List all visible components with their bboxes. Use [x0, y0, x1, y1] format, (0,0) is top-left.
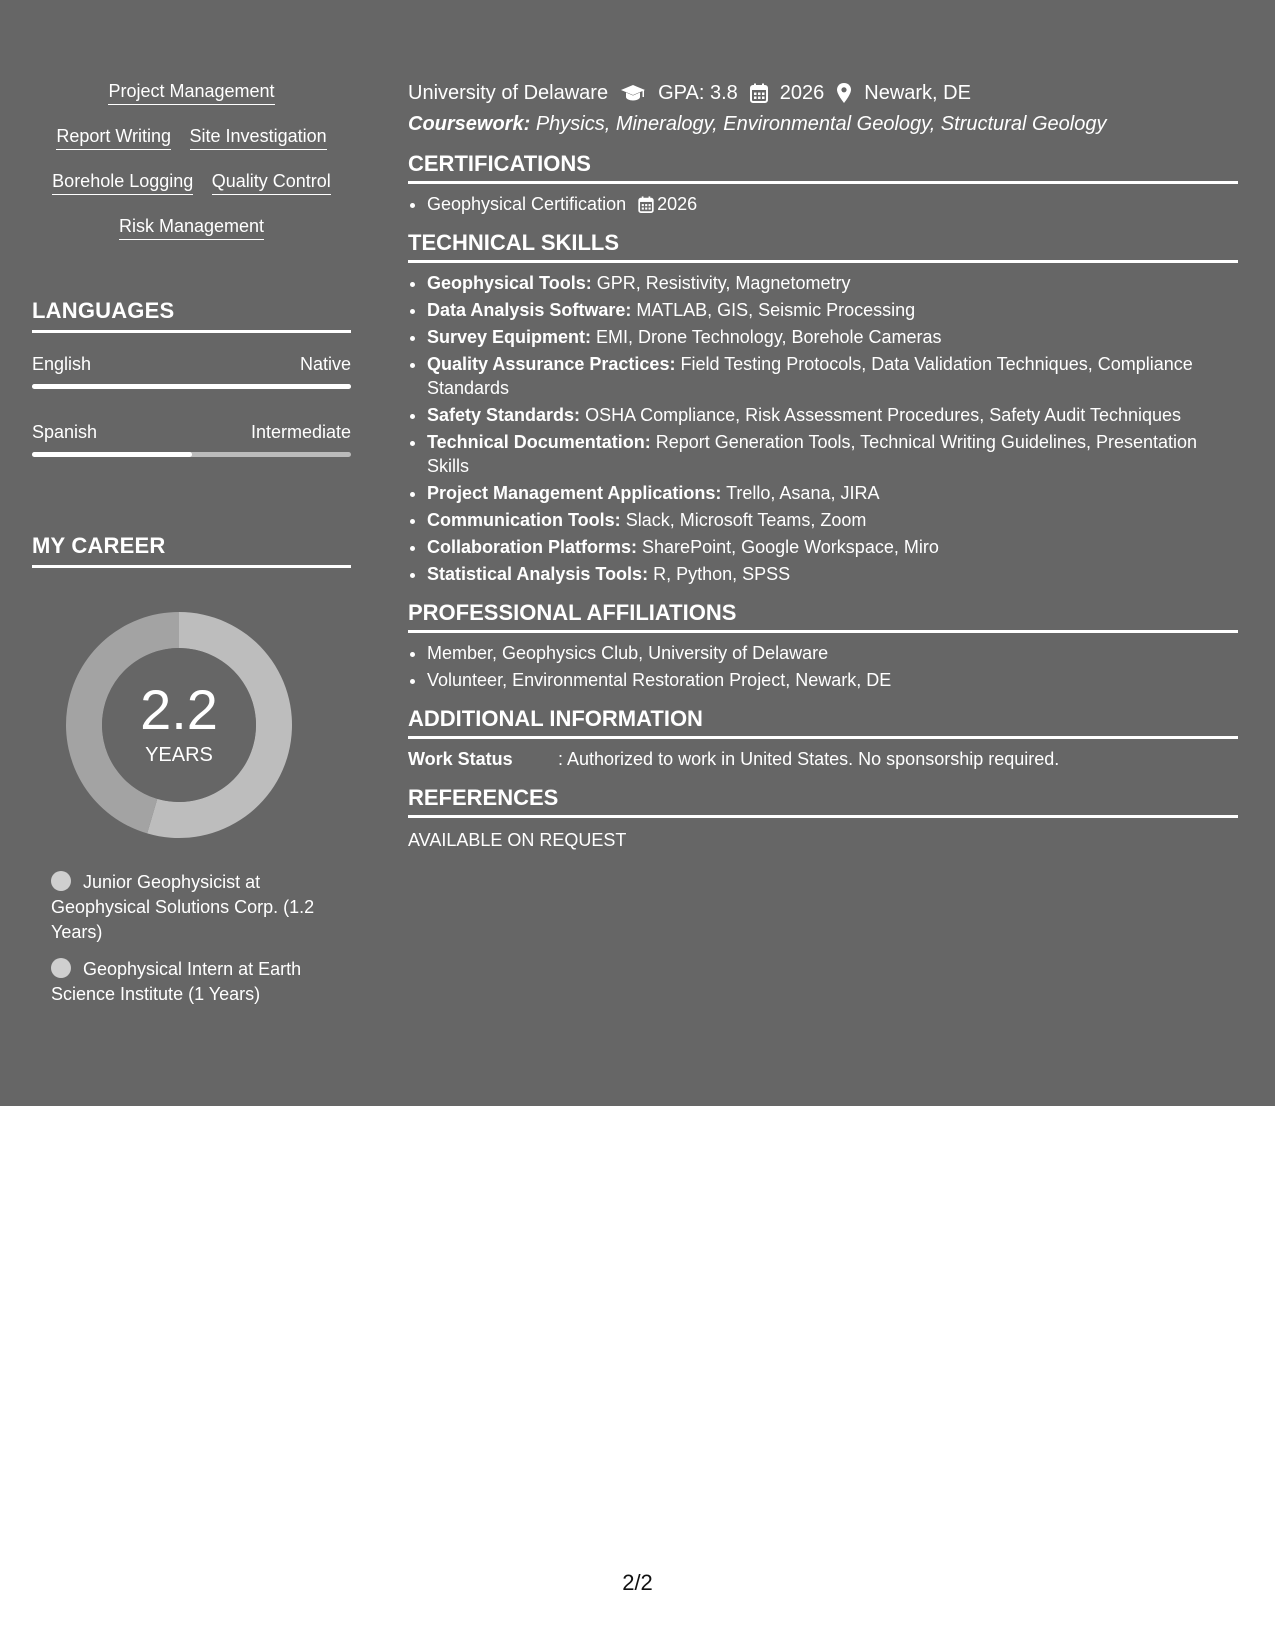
coursework-text: Physics, Mineralogy, Environmental Geology, Structural Geology [535, 113, 1107, 135]
skill-category-value: Field Testing Protocols, Data Validation Techniques, Compliance Standards [427, 354, 1193, 398]
certifications-title: CERTIFICATIONS [408, 151, 1238, 184]
skills-row [32, 80, 351, 105]
language-item [32, 353, 351, 389]
affiliations-title: PROFESSIONAL AFFILIATIONS [408, 600, 1238, 633]
technical-skills-list [408, 271, 1238, 586]
references-section [408, 785, 1238, 852]
references-title: REFERENCES [408, 785, 1238, 818]
additional-info-section [408, 706, 1238, 771]
languages-title: LANGUAGES [32, 298, 351, 333]
language-level-fill [32, 452, 192, 457]
skills-tags [32, 80, 351, 240]
additional-info-title: ADDITIONAL INFORMATION [408, 706, 1238, 739]
skill-list-item [427, 403, 1238, 427]
languages-section [32, 298, 351, 457]
skill-category-label: Collaboration Platforms: [427, 537, 638, 557]
skills-row [32, 215, 351, 240]
calendar-icon [750, 83, 768, 103]
language-level-bar [32, 452, 351, 457]
skill-list-item [427, 481, 1238, 505]
skill-category-label: Project Management Applications: [427, 483, 722, 503]
skill-category-label: Technical Documentation: [427, 432, 651, 452]
right-column [408, 80, 1238, 852]
skill-list-item [427, 562, 1238, 586]
skill-list-item [427, 271, 1238, 295]
certification-year: 2026 [657, 194, 698, 214]
skill-tag: Quality Control [212, 170, 331, 195]
skill-category-value: Trello, Asana, JIRA [726, 483, 880, 503]
list-item: • Volunteer, Environmental Restoration Project, Newark, DE [427, 668, 1238, 692]
legend-dot-icon [51, 958, 71, 978]
left-column [32, 80, 351, 1019]
language-level-bar [32, 384, 351, 389]
skill-category-value: EMI, Drone Technology, Borehole Cameras [596, 327, 942, 347]
work-status-label: Work Status [408, 749, 513, 769]
technical-skills-section [408, 230, 1238, 586]
language-level-fill [32, 384, 351, 389]
skills-row [32, 125, 351, 150]
graduation-year: 2026 [779, 82, 825, 104]
language-level: Intermediate [250, 422, 351, 442]
career-legend-text: Geophysical Intern at Earth Science Institute (1 Years) [51, 959, 302, 1004]
skill-category-value: Slack, Microsoft Teams, Zoom [625, 510, 867, 530]
location-pin-icon [836, 82, 852, 104]
coursework-label: Coursework: [408, 113, 531, 135]
skill-tag: Report Writing [56, 125, 171, 150]
skill-category-label: Statistical Analysis Tools: [427, 564, 649, 584]
language-level: Native [299, 354, 351, 374]
certification-name: • Geophysical Certification [427, 194, 627, 214]
career-legend-text: Junior Geophysicist at Geophysical Solutions Corp. (1.2 Years) [51, 872, 315, 942]
career-legend-item [51, 957, 341, 1007]
coursework [408, 111, 1238, 137]
career-total-unit: YEARS [145, 744, 213, 766]
skill-list-item [427, 508, 1238, 532]
skill-tag: Borehole Logging [52, 170, 193, 195]
technical-skills-title: TECHNICAL SKILLS [408, 230, 1238, 263]
career-section [32, 533, 351, 1007]
skill-list-item [427, 352, 1238, 400]
gpa: GPA: 3.8 [658, 82, 738, 104]
school-name: University of Delaware [408, 82, 609, 104]
career-total-value: 2.2 [140, 678, 218, 741]
skill-category-value: SharePoint, Google Workspace, Miro [642, 537, 939, 557]
skill-list-item [427, 430, 1238, 478]
skill-list-item [427, 325, 1238, 349]
certifications-section [408, 151, 1238, 216]
career-title: MY CAREER [32, 533, 351, 568]
skill-category-label: Quality Assurance Practices: [427, 354, 676, 374]
skill-tag: Risk Management [119, 215, 264, 240]
references-text: AVAILABLE ON REQUEST [408, 830, 627, 850]
skill-tag: Site Investigation [190, 125, 327, 150]
skill-category-label: Safety Standards: [427, 405, 581, 425]
skill-category-label: Data Analysis Software: [427, 300, 632, 320]
affiliations-section [408, 600, 1238, 692]
language-name: Spanish [32, 422, 98, 442]
graduation-cap-icon [620, 83, 646, 103]
skill-category-value: Report Generation Tools, Technical Writing Guidelines, Presentation Skills [427, 432, 1198, 476]
career-legend-item [51, 870, 341, 945]
language-name: English [32, 354, 92, 374]
legend-dot-icon [51, 871, 71, 891]
list-item [427, 192, 1238, 216]
calendar-icon [638, 196, 654, 213]
education-line [408, 80, 1238, 106]
work-status-row [408, 747, 1238, 771]
skill-category-value: OSHA Compliance, Risk Assessment Procedures, Safety Audit Techniques [585, 405, 1182, 425]
skill-tag: Project Management [108, 80, 274, 105]
skill-category-label: Survey Equipment: [427, 327, 592, 347]
school-location: Newark, DE [864, 82, 971, 104]
page-number: 2/2 [622, 1570, 653, 1595]
language-item [32, 421, 351, 457]
work-status-value: : Authorized to work in United States. No sponsorship required. [558, 749, 1060, 769]
skill-list-item [427, 298, 1238, 322]
skill-category-value: GPR, Resistivity, Magnetometry [596, 273, 851, 293]
list-item: • Member, Geophysics Club, University of Delaware [427, 641, 1238, 665]
skill-category-value: R, Python, SPSS [653, 564, 791, 584]
skill-list-item [427, 535, 1238, 559]
career-legend [32, 870, 341, 1007]
skills-row [32, 170, 351, 195]
skill-category-value: MATLAB, GIS, Seismic Processing [636, 300, 916, 320]
skill-category-label: Geophysical Tools: [427, 273, 592, 293]
career-donut-chart [66, 612, 292, 838]
skill-category-label: Communication Tools: [427, 510, 621, 530]
